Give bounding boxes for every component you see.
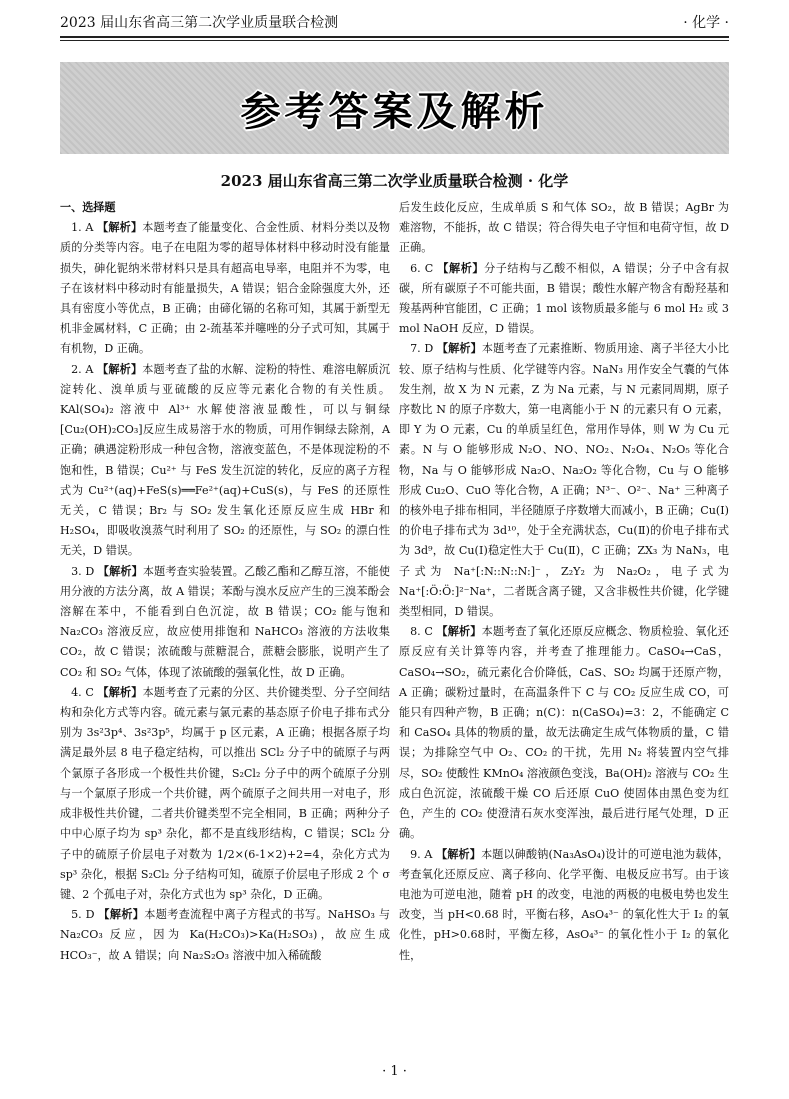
answer-item [60, 562, 390, 683]
answer-text: 本题以砷酸钠(Na₃AsO₄)设计的可逆电池为载体，考查氧化还原反应、离子移向、化学平衡、电极反应书写。由于该电池为可逆电池，随着 pH 的改变，电池的两极的电极电势也发生改变，当 pH<0.68 时，平衡右移，AsO₄³⁻ 的氧化性大于 I₂ 的氧化性，pH>0.68时，平衡左移，AsO₄³⁻ 的氧化性小于 I₂ 的氧化性， [399, 847, 729, 962]
answer-text: 本题考查了元素的分区、共价键类型、分子空间结构和杂化方式等内容。硫元素与氯元素的基态原子价电子排布式分别为 3s²3p⁴、3s²3p⁵，均属于 p 区元素，A 正确；根据各原子均满足最外层 8 电子稳定结构，可以推出 SCl₂ 分子中的硫原子与两个氯原子各形成一个极性共价键，S₂Cl₂ 分子中的两个硫原子分别与一个氯原子形成一个共价键，两个硫原子之间共用一对电子，形成非极性共价键，二者共价键类型不完全相同，B 正确；两种分子中中心原子均为 sp³ 杂化，都不是直线形结构，C 错误；SCl₂ 分子中的硫原子价层电子对数为 1/2×(6-1×2)+2=4，杂化方式为 sp³ 杂化，根据 S₂Cl₂ 分子结构可知，硫原子价层电子形成 2 个 σ 键、2 个孤电子对，杂化方式也为 sp³ 杂化，D 正确。 [60, 685, 390, 901]
analysis-tag: 【解析】 [436, 625, 482, 639]
answer-number: 3. D [71, 564, 95, 578]
answer-item [399, 622, 729, 844]
answer-item [399, 845, 729, 966]
answer-item [60, 218, 390, 359]
analysis-tag: 【解析】 [437, 261, 485, 275]
banner-title: 参考答案及解析 [240, 88, 549, 135]
answer-text: 本题考查了氧化还原反应概念、物质检验、氧化还原反应有关计算等内容，并考查了推理能力。CaSO₄→CaS，CaSO₄→SO₂，硫元素化合价降低，CaS、SO₂ 均属于还原产物，A 正确；碳粉过量时，在高温条件下 C 与 CO₂ 反应生成 CO，可能只有四种产物，B 正确；n(C)：n(CaSO₄)=3：2，不能确定 C 和 CaSO₄ 具体的物质的量，故无法确定生成气体物质的量，C 错误；为排除空气中 O₂、CO₂ 的干扰，先用 N₂ 将装置内空气排尽，SO₂ 使酸性 KMnO₄ 溶液颜色变浅，Ba(OH)₂ 溶液与 CO₂ 生成白色沉淀，浓硫酸干燥 CO 后还原 CuO 使固体由黑色变为红色，产生的 CO₂ 使澄清石灰水变浑浊，最后进行尾气处理，D 正确。 [399, 625, 729, 841]
answer-text: 本题考查了盐的水解、淀粉的特性、难溶电解质沉淀转化、溴单质与亚硫酸的反应等元素化合物的有关性质。KAl(SO₄)₂ 溶液中 Al³⁺ 水解使溶液显酸性，可以与铜绿[Cu₂(OH)₂CO₃]反应生成易溶于水的物质，可用作铜绿去除剂，A 正确；碘遇淀粉形成一种包含物，溶液变蓝色，不是体现淀粉的不饱和性，B 错误；Cu²⁺ 与 FeS 发生沉淀的转化，反应的离子方程式为 Cu²⁺(aq)+FeS(s)══Fe²⁺(aq)+CuS(s)，与 FeS 的还原性无关，C 错误；Br₂ 与 SO₂ 发生氧化还原反应生成 HBr 和 H₂SO₄，即吸收溴蒸气时利用了 SO₂ 的还原性，与 SO₂ 的漂白性无关，D 错误。 [60, 362, 391, 558]
analysis-tag: 【解析】 [97, 564, 143, 578]
header-subject: · 化学 · [683, 15, 729, 31]
header-rule [60, 36, 729, 38]
header-rule-thin [60, 40, 729, 41]
answer-text: 本题考查实验装置。乙酸乙酯和乙醇互溶，不能使用分液的方法分离，故 A 错误；苯酚与溴水反应产生的三溴苯酚会溶解在苯中，不能看到白色沉淀，故 B 错误；CO₂ 能与饱和 Na₂CO₃ 溶液反应，故应使用排饱和 NaHCO₃ 溶液的方法收集 CO₂，故 C 错误；浓硫酸与蔗糖混合，蔗糖会膨胀，说明产生了 CO₂ 和 SO₂ 气体，体现了浓硫酸的强氧化性，故 D 正确。 [60, 564, 390, 679]
answer-item [60, 905, 390, 966]
document-subtitle: 2023 届山东省高三第二次学业质量联合检测 · 化学 [220, 172, 569, 190]
answer-number: 9. A [410, 847, 433, 861]
answer-number: 5. D [71, 908, 95, 922]
left-column [60, 198, 390, 966]
answer-text: 本题考查了元素推断、物质用途、离子半径大小比较、原子结构与性质、化学键等内容。NaN₃ 用作安全气囊的气体发生剂，故 X 为 N 元素，Z 为 Na 元素，与 N 元素同周期，原子序数比 N 的原子序数大，第一电离能小于 N 的元素只有 O 元素，即 Y 为 O 元素，Cu 的单质呈红色，常用作导体，则 W 为 Cu 元素。N 与 O 能够形成 N₂O、NO、NO₂、N₂O₄、N₂O₅ 等化合物，Na 与 O 能够形成 Na₂O、Na₂O₂ 等化合物，Cu 与 O 能够形成 Cu₂O、CuO 等化合物，A 正确；N³⁻、O²⁻、Na⁺ 三种离子的核外电子排布相同，半径随原子序数增大而减小，B 正确；Cu(Ⅰ)的价电子排布式为 3d¹⁰，处于全充满状态，Cu(Ⅱ)的价电子排布式为 3d⁹，故 Cu(Ⅰ)稳定性大于 Cu(Ⅱ)，C 正确；ZX₃ 为 NaN₃，电子式为 Na⁺[:N::N::N:]⁻，Z₂Y₂ 为 Na₂O₂，电子式为 Na⁺[:Ö:Ö:]²⁻Na⁺，二者既含离子键，又含非极性共价键，化学键类型相同，D 错误。 [399, 342, 729, 619]
answer-number: 1. A [71, 221, 94, 235]
page-number: · 1 · [382, 1064, 407, 1079]
analysis-tag: 【解析】 [436, 342, 482, 356]
answer-number: 6. C [410, 261, 434, 275]
answer-number: 8. C [410, 625, 433, 639]
header-title: 2023 届山东省高三第二次学业质量联合检测 [60, 15, 339, 31]
answer-item [399, 259, 729, 340]
answer-item [60, 360, 390, 562]
answer-number: 2. A [71, 362, 94, 376]
answer-text: 本题考查流程中离子方程式的书写。NaHSO₃ 与 Na₂CO₃ 反应，因为 Ka(H₂CO₃)>Ka(H₂SO₃)，故应生成 HCO₃⁻，故 A 错误；向 Na₂S₂O₃ 溶液中加入稀硫酸 [60, 908, 390, 962]
analysis-tag: 【解析】 [436, 847, 482, 861]
analysis-tag: 【解析】 [97, 221, 143, 235]
answer-item [60, 683, 390, 905]
answer-number: 7. D [410, 342, 434, 356]
section-title: 一、选择题 [60, 201, 116, 214]
answer-banner [60, 62, 729, 154]
page-header [60, 8, 729, 36]
answer-item [399, 339, 729, 622]
analysis-tag: 【解析】 [97, 685, 143, 699]
answer-text: 分子结构与乙酸不相似，A 错误；分子中含有叔碳，所有碳原子不可能共面，B 错误；酸性水解产物含有酚羟基和羧基两种官能团，C 正确；1 mol 该物质最多能与 6 mol H₂ 或 3 mol NaOH 反应，D 错误。 [399, 261, 729, 336]
analysis-tag: 【解析】 [98, 908, 145, 922]
analysis-tag: 【解析】 [97, 362, 143, 376]
answer-number: 4. C [71, 685, 94, 699]
answer-text: 本题考查了能量变化、合金性质、材料分类以及物质的分类等内容。电子在电阻为零的超导体材料中移动时没有能量损失，砷化铌纳米带材料只是具有超高电导率，电阻并不为零，电子在该材料中移动时有能量损失，A 错误；铝合金除强度大外，还具有密度小等优点，B 正确；由碲化镉的名称可知，其属于新型无机非金属材料，C 正确；由 2-巯基苯并噻唑的分子式可知，其属于有机物，D 正确。 [60, 221, 391, 356]
right-column [399, 198, 729, 966]
answer-text: 后发生歧化反应，生成单质 S 和气体 SO₂，故 B 错误；AgBr 为难溶物，不能拆，故 C 错误；符合得失电子守恒和电荷守恒，故 D 正确。 [399, 201, 729, 255]
answer-item [399, 198, 729, 259]
